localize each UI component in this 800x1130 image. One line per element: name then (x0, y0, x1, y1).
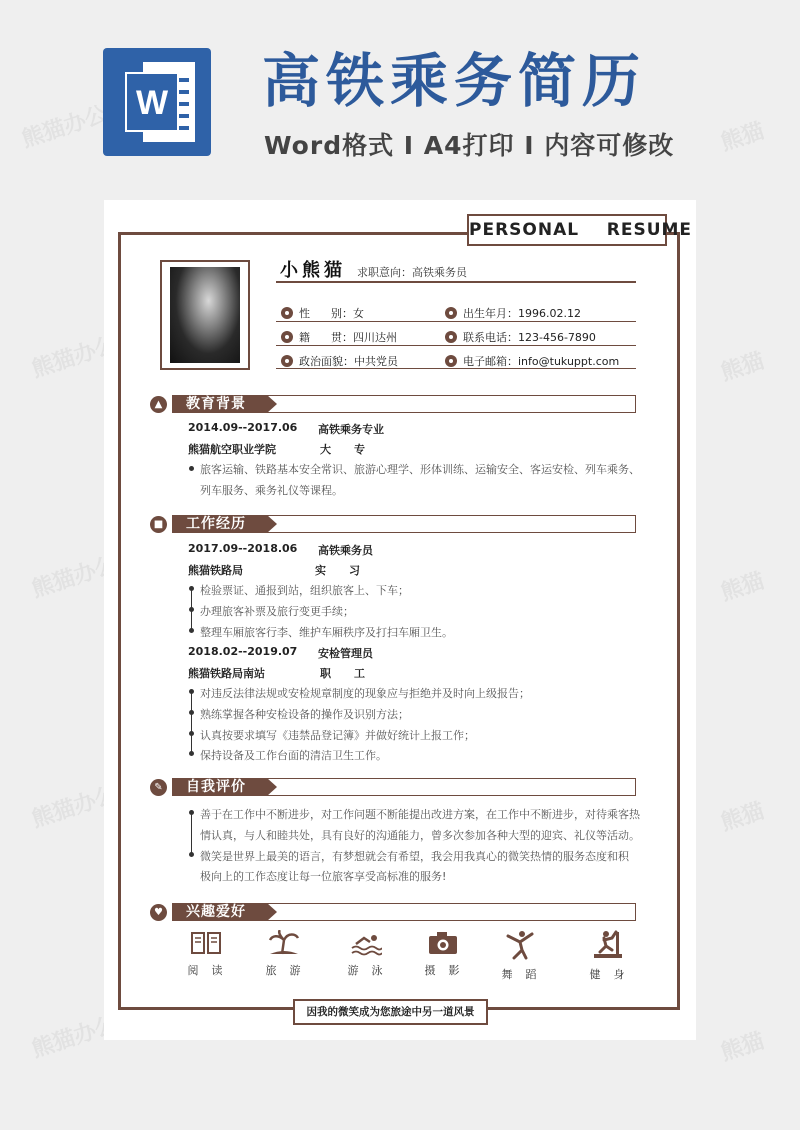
job1-item: 整理车厢旅客行李、维护车厢秩序及打扫车厢卫生。 (200, 626, 453, 639)
edu-desc-line2: 列车服务、乘务礼仪等课程。 (200, 484, 343, 497)
bullet (189, 466, 194, 471)
info-politics (281, 353, 398, 369)
info-birth (445, 305, 581, 321)
job-intent: 求职意向：高铁乘务员 (357, 266, 467, 279)
self-p2-line1: 微笑是世界上最美的语言，有梦想就会有希望，我会用我真心的微笑热情的服务态度和积 (200, 850, 629, 863)
info-birth-text: 出生年月：1996.02.12 (463, 307, 581, 320)
heart-icon: ♥ (150, 904, 167, 921)
hobby-label: 游 泳 (347, 964, 385, 977)
briefcase-icon: ■ (150, 516, 167, 533)
job2-item: 保持设备及工作台面的清洁卫生工作。 (200, 749, 387, 762)
section-work-title: 工作经历 (172, 515, 267, 533)
bullet (189, 689, 194, 694)
watermark: 熊猫 (717, 118, 768, 157)
bullet (189, 586, 194, 591)
location-icon (281, 331, 293, 343)
hobby-label: 健 身 (589, 968, 627, 981)
promo-header (0, 0, 800, 185)
hobby-travel (254, 930, 314, 978)
footer-motto: 因我的微笑成为您旅途中另一道风景 (293, 999, 488, 1025)
watermark: 熊猫 (717, 348, 768, 387)
watermark: 熊猫办公 (28, 781, 121, 833)
watermark: 熊猫 (717, 568, 768, 607)
job1-item: 检验票证、通报到站，组织旅客上、下车； (200, 584, 409, 597)
bullet (189, 810, 194, 815)
bullet (189, 607, 194, 612)
watermark: 熊猫 (717, 798, 768, 837)
book-icon (190, 930, 222, 956)
profile-photo (170, 267, 240, 363)
word-logo-letter: W (135, 84, 169, 122)
watermark: 熊猫 (717, 1028, 768, 1067)
clock-icon (445, 307, 457, 319)
job1-company: 熊猫铁路局 (188, 564, 243, 577)
edu-degree: 大 专 (320, 443, 365, 456)
swimmer-icon (350, 930, 382, 956)
candidate-name: 小熊猫 (280, 260, 346, 281)
info-phone (445, 329, 596, 345)
mail-icon (445, 355, 457, 367)
info-politics-text: 政治面貌：中共党员 (299, 355, 398, 368)
divider (276, 321, 636, 322)
job2-item: 熟练掌握各种安检设备的操作及识别方法； (200, 708, 409, 721)
job1-item: 办理旅客补票及旅行变更手续； (200, 605, 354, 618)
edu-major: 高铁乘务专业 (318, 423, 384, 436)
person-icon (281, 307, 293, 319)
page-subtitle: Word格式 I A4打印 I 内容可修改 (264, 131, 675, 160)
job1-type: 实 习 (315, 564, 360, 577)
divider (276, 345, 636, 346)
palm-tree-icon (268, 930, 300, 956)
job2-item: 对违反法律法规或安检规章制度的现象应与拒绝并及时向上级报告； (200, 687, 530, 700)
timeline (191, 691, 192, 753)
info-gender (281, 305, 364, 321)
info-gender-text: 性 别：女 (299, 307, 364, 320)
timeline (191, 812, 192, 854)
resume-tag: PERSONAL RESUME (467, 214, 667, 246)
watermark: 熊猫办公 (18, 101, 111, 153)
self-p1-line1: 善于在工作中不断进步，对工作问题不断能提出改进方案，在工作中不断进步，对待乘客热 (200, 808, 640, 821)
graduation-cap-icon: ▲ (150, 396, 167, 413)
bullet (189, 628, 194, 633)
dancer-icon (504, 930, 536, 960)
chat-icon (281, 355, 293, 367)
job2-item: 认真按要求填写《违禁品登记簿》并做好统计上报工作； (200, 729, 475, 742)
pencil-icon: ✎ (150, 779, 167, 796)
section-education (150, 395, 636, 415)
phone-icon (445, 331, 457, 343)
section-self-title: 自我评价 (172, 778, 267, 796)
info-email (445, 353, 619, 369)
hobby-label: 舞 蹈 (501, 968, 539, 981)
edu-school: 熊猫航空职业学院 (188, 443, 276, 456)
watermark: 熊猫办公 (28, 551, 121, 603)
section-hobbies-title: 兴趣爱好 (172, 903, 267, 921)
hobby-swimming (336, 930, 396, 978)
section-hobbies (150, 903, 636, 923)
info-native (281, 329, 397, 345)
job2-company: 熊猫铁路局南站 (188, 667, 265, 680)
job2-type: 职 工 (320, 667, 365, 680)
bullet (189, 710, 194, 715)
info-phone-text: 联系电话：123-456-7890 (463, 331, 596, 344)
hobby-reading (176, 930, 236, 978)
hobby-label: 旅 游 (265, 964, 303, 977)
treadmill-icon (592, 930, 624, 960)
hobby-label: 摄 影 (424, 964, 462, 977)
watermark: 熊猫办公 (28, 331, 121, 383)
bullet (189, 751, 194, 756)
hobby-photography (413, 930, 473, 978)
divider (276, 368, 636, 369)
camera-icon (427, 930, 459, 956)
divider (276, 281, 636, 283)
job1-position: 高铁乘务员 (318, 544, 373, 557)
job2-position: 安检管理员 (318, 647, 373, 660)
job1-period: 2017.09--2018.06 (188, 542, 298, 555)
profile-photo-frame (160, 260, 250, 370)
hobby-fitness (578, 930, 638, 982)
self-p1-line2: 情认真，与人和睦共处，具有良好的沟通能力，曾多次参加各种大型的迎宾、礼仪等活动。 (200, 829, 640, 842)
page-title: 高铁乘务简历 (262, 47, 647, 115)
info-native-text: 籍 贯：四川达州 (299, 331, 397, 344)
edu-desc-line1: 旅客运输、铁路基本安全常识、旅游心理学、形体训练、运输安全、客运安检、列车乘务、 (200, 463, 640, 476)
section-education-title: 教育背景 (172, 395, 267, 413)
section-work (150, 515, 636, 535)
job2-period: 2018.02--2019.07 (188, 645, 298, 658)
self-p2-line2: 极向上的工作态度让每一位旅客享受高标准的服务! (200, 870, 447, 883)
edu-period: 2014.09--2017.06 (188, 421, 298, 434)
word-doc-icon (103, 48, 211, 156)
watermark: 熊猫办公 (28, 1011, 121, 1063)
hobby-dancing (490, 930, 550, 982)
hobby-label: 阅 读 (187, 964, 225, 977)
info-email-text: 电子邮箱：info@tukuppt.com (463, 355, 620, 368)
bullet (189, 852, 194, 857)
bullet (189, 731, 194, 736)
section-self (150, 778, 636, 798)
